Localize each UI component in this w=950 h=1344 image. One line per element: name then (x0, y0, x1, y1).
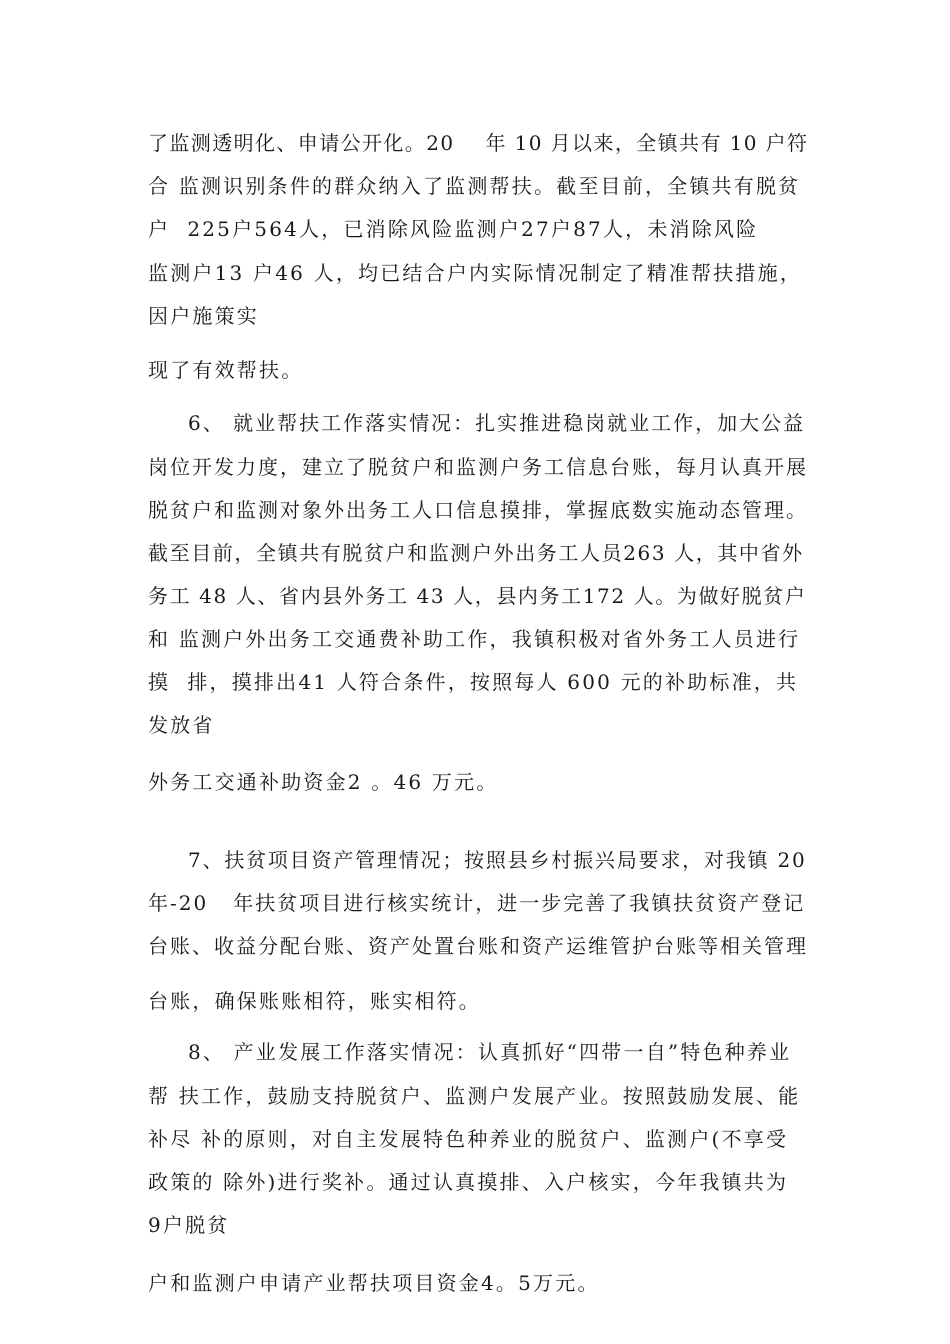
text-line: 现了有效帮扶。 (148, 358, 304, 382)
text-line: 和 监测户外出务工交通费补助工作，我镇积极对省外务工人员进行 (148, 627, 801, 651)
text-line: 监测户13 户46 人，均已结合户内实际情况制定了精准帮扶措施， (148, 261, 803, 285)
paragraph-6-heading-line: 6、 就业帮扶工作落实情况：扎实推进稳岗就业工作，加大公益 (188, 411, 806, 435)
text-line: 因户施策实 (148, 304, 259, 328)
text-line: 户和监测户申请产业帮扶项目资金4。5万元。 (148, 1271, 600, 1295)
text-line: 了监测透明化、申请公开化。20 年 10 月以来，全镇共有 10 户符 (148, 131, 809, 155)
paragraph-7-heading-line: 7、扶贫项目资产管理情况；按照县乡村振兴局要求，对我镇 20 (188, 848, 807, 872)
text-line: 摸 排，摸排出41 人符合条件，按照每人 600 元的补助标准，共 (148, 670, 799, 694)
text-line: 发放省 (148, 713, 215, 737)
text-line: 脱贫户和监测对象外出务工人口信息摸排，掌握底数实施动态管理。 (148, 498, 808, 522)
text-line: 9户脱贫 (148, 1213, 230, 1237)
text-line: 户 225户564人，已消除风险监测户27户87人，未消除风险 (148, 217, 759, 241)
text-line: 年-20 年扶贫项目进行核实统计，进一步完善了我镇扶贫资产登记 (148, 891, 806, 915)
text-line: 务工 48 人、省内县外务工 43 人，县内务工172 人。为做好脱贫户 (148, 584, 807, 608)
text-line: 合 监测识别条件的群众纳入了监测帮扶。截至目前，全镇共有脱贫 (148, 174, 801, 198)
text-line: 政策的 除外)进行奖补。通过认真摸排、入户核实，今年我镇共为 (148, 1170, 789, 1194)
paragraph-8-heading-line: 8、 产业发展工作落实情况：认真抓好“四带一自”特色种养业 (188, 1040, 792, 1064)
text-line: 台账，确保账账相符，账实相符。 (148, 989, 481, 1013)
text-line: 截至目前，全镇共有脱贫户和监测户外出务工人员263 人，其中省外 (148, 541, 804, 565)
text-line: 台账、收益分配台账、资产处置台账和资产运维管护台账等相关管理 (148, 934, 808, 958)
text-line: 岗位开发力度，建立了脱贫户和监测户务工信息台账，每月认真开展 (148, 455, 808, 479)
text-line: 补尽 补的原则，对自主发展特色种养业的脱贫户、监测户(不享受 (148, 1127, 789, 1151)
text-line: 外务工交通补助资金2 。46 万元。 (148, 770, 499, 794)
text-line: 帮 扶工作，鼓励支持脱贫户、监测户发展产业。按照鼓励发展、能 (148, 1084, 801, 1108)
